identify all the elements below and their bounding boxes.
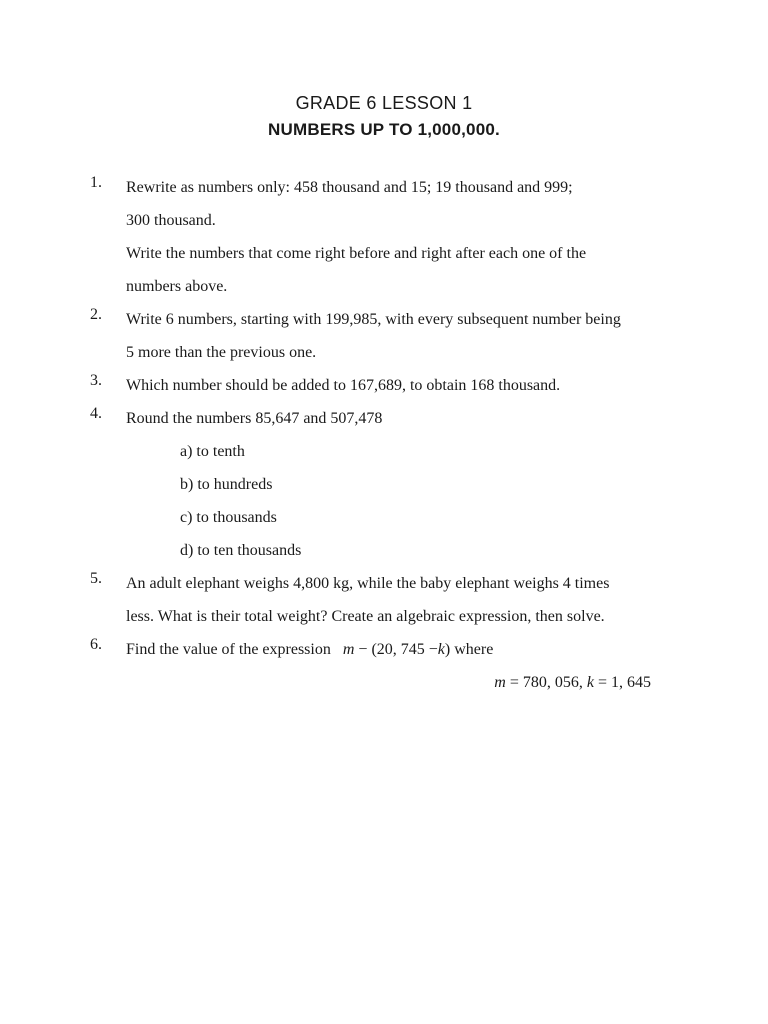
item-number: 2. bbox=[90, 306, 102, 323]
lesson-title: GRADE 6 LESSON 1 bbox=[295, 93, 473, 113]
math-variable-k: k bbox=[437, 641, 445, 658]
math-expression bbox=[335, 641, 454, 658]
item-number: 6. bbox=[90, 636, 102, 653]
value-m: 780, 056, bbox=[522, 674, 583, 691]
math-variable-m: m bbox=[342, 641, 355, 658]
item-text-line: Rewrite as numbers only: 458 thousand and 15; 19 thousand and 999; bbox=[126, 179, 573, 196]
document-header bbox=[0, 91, 768, 143]
variable-values bbox=[0, 669, 651, 702]
expression-intro-text: Find the value of the expression bbox=[126, 641, 331, 658]
item-number: 3. bbox=[90, 372, 102, 389]
item-text-line: Round the numbers 85,647 and 507,478 bbox=[126, 410, 383, 427]
math-group-open: (20, 745 − bbox=[371, 641, 438, 658]
item-text-line: 300 thousand. bbox=[126, 212, 216, 229]
item-text-line: numbers above. bbox=[126, 278, 228, 295]
item-text-line: less. What is their total weight? Create an algebraic expression, then solve. bbox=[126, 608, 605, 625]
sub-item-a: a) to tenth bbox=[180, 443, 245, 460]
math-equals: = bbox=[597, 674, 607, 691]
expression-where-text: where bbox=[454, 641, 494, 658]
math-operator: − bbox=[358, 641, 368, 658]
item-text-line: An adult elephant weighs 4,800 kg, while the baby elephant weighs 4 times bbox=[126, 575, 610, 592]
exercise-item-1 bbox=[0, 174, 768, 306]
math-variable-k: k bbox=[586, 674, 594, 691]
item-number: 1. bbox=[90, 174, 102, 191]
exercise-item-6 bbox=[0, 636, 768, 702]
item-number: 4. bbox=[90, 405, 102, 422]
exercise-item-2 bbox=[0, 306, 768, 372]
exercise-item-3 bbox=[0, 372, 768, 405]
item-text-line: Write the numbers that come right before and right after each one of the bbox=[126, 245, 587, 262]
sub-item-d: d) to ten thousands bbox=[180, 542, 302, 559]
item-text-line: 5 more than the previous one. bbox=[126, 344, 317, 361]
value-k: 1, 645 bbox=[611, 674, 651, 691]
sub-item-b: b) to hundreds bbox=[180, 476, 273, 493]
lesson-subtitle: NUMBERS UP TO 1,000,000. bbox=[268, 120, 500, 139]
item-text-line bbox=[126, 636, 768, 669]
item-number: 5. bbox=[90, 570, 102, 587]
exercise-item-5 bbox=[0, 570, 768, 636]
exercise-item-4 bbox=[0, 405, 768, 570]
exercise-list bbox=[0, 174, 768, 702]
math-variable-m: m bbox=[494, 674, 506, 691]
math-equals: = bbox=[509, 674, 519, 691]
math-group-close: ) bbox=[444, 641, 451, 658]
item-text-line: Write 6 numbers, starting with 199,985, with every subsequent number being bbox=[126, 311, 621, 328]
item-text-line: Which number should be added to 167,689, to obtain 168 thousand. bbox=[126, 377, 561, 394]
sub-item-c: c) to thousands bbox=[180, 509, 277, 526]
